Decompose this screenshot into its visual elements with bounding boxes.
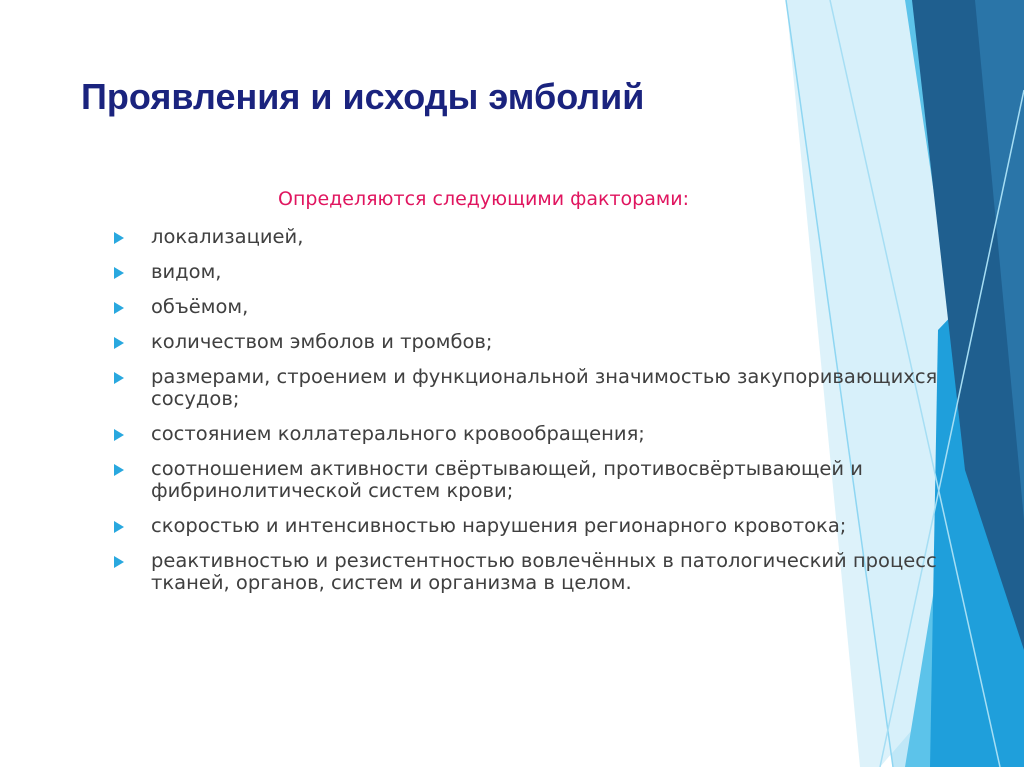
triangle-right-icon (114, 556, 124, 568)
triangle-right-icon (114, 267, 124, 279)
factor-item (112, 226, 942, 248)
factor-text: объёмом, (151, 295, 249, 318)
factor-item (112, 515, 942, 537)
factors-intro: Определяются следующими факторами: (278, 188, 689, 210)
slide-title: Проявления и исходы эмболий (81, 76, 645, 117)
factor-item (112, 550, 942, 594)
factor-text: реактивностью и резистентностью вовлечённых в патологический процесс тканей, органов, систем и организма в целом. (151, 549, 937, 594)
factor-item (112, 331, 942, 353)
factor-text: размерами, строением и функциональной значимостью закупоривающихся сосудов; (151, 365, 938, 410)
triangle-right-icon (114, 521, 124, 533)
factor-item (112, 296, 942, 318)
triangle-right-icon (114, 302, 124, 314)
factor-text: количеством эмболов и тромбов; (151, 330, 493, 353)
factor-list (112, 226, 942, 607)
factor-text: скоростью и интенсивностью нарушения регионарного кровотока; (151, 514, 847, 537)
factor-item (112, 366, 942, 410)
factor-text: соотношением активности свёртывающей, противосвёртывающей и фибринолитической систем крови; (151, 457, 863, 502)
factor-item (112, 423, 942, 445)
triangle-right-icon (114, 429, 124, 441)
factor-text: состоянием коллатерального кровообращения; (151, 422, 645, 445)
triangle-right-icon (114, 372, 124, 384)
factor-text: локализацией, (151, 225, 304, 248)
factor-text: видом, (151, 260, 222, 283)
triangle-right-icon (114, 464, 124, 476)
triangle-right-icon (114, 232, 124, 244)
factor-item (112, 261, 942, 283)
triangle-right-icon (114, 337, 124, 349)
factor-item (112, 458, 942, 502)
